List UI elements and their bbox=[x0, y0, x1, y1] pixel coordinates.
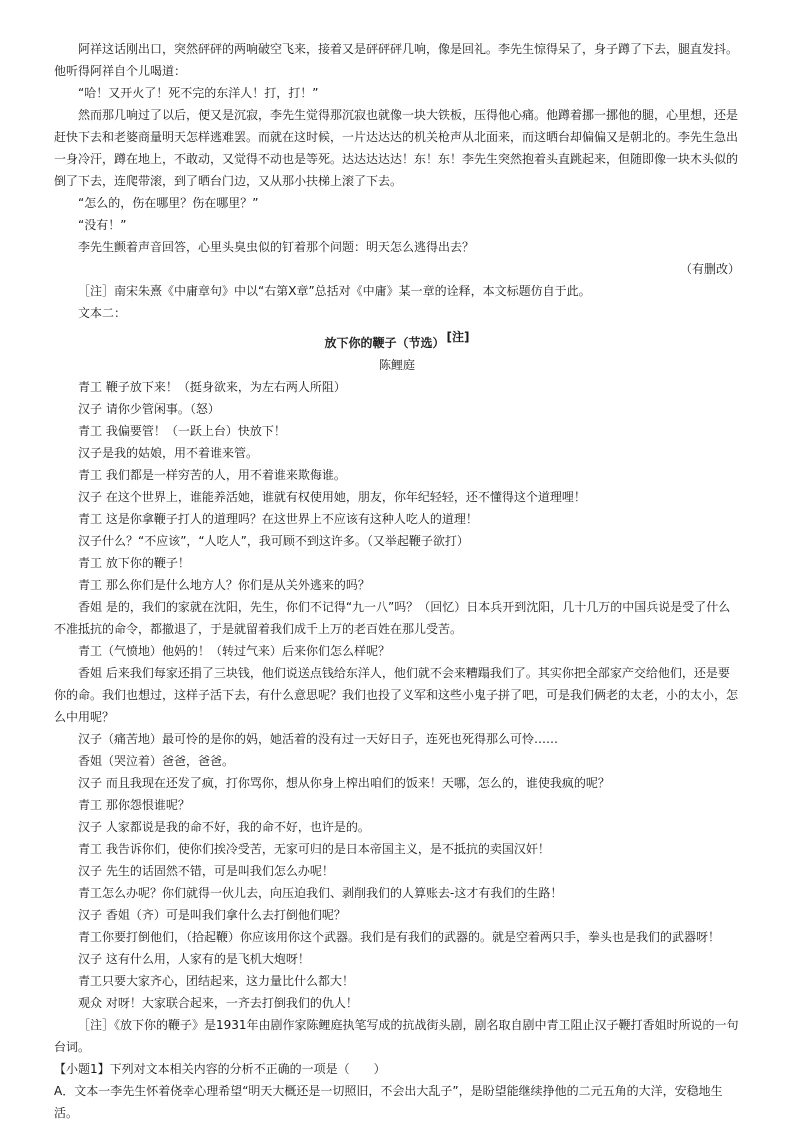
script-line: 青工（气愤地）他妈的！（转过气来）后来你们怎么样呢？ bbox=[78, 644, 391, 658]
script-line: 汉子（痛苦地）最可怜的是你的妈，她活着的没有过一天好日子，连死也死得那么可怜…… bbox=[78, 732, 559, 746]
script-line: 青工只要大家齐心，团结起来，这力量比什么都大！ bbox=[78, 974, 355, 988]
question-option-a: A．文本一李先生怀着侥幸心理希望“明天大概还是一切照旧，不会出大乱子”，是盼望能继续挣他的二元五角的大洋，安稳地生活。 bbox=[54, 1084, 723, 1120]
script-line: 汉子 香姐（齐）可是叫我们拿什么去打倒他们呢？ bbox=[78, 908, 346, 922]
script-line: 汉子是我的姑娘，用不着谁来管。 bbox=[78, 446, 259, 460]
text2-author: 陈鲤庭 bbox=[378, 358, 415, 372]
script-line: 青工 那么你们是什么地方人？你们是从关外逃来的吗？ bbox=[78, 578, 370, 592]
edited-mark: （有删改） bbox=[679, 262, 740, 276]
text1-paragraph-4: “怎么的，伤在哪里？伤在哪里？” bbox=[78, 196, 259, 210]
text2-title-note: [注] bbox=[446, 330, 470, 344]
script-line: 青工你要打倒他们，（拾起鞭）你应该用你这个武器。我们是有我们的武器的。就是空着两只手，拳头也是我们的武器呀！ bbox=[78, 930, 721, 944]
script-line: 汉子什么？“不应该”，“人吃人”，我可顾不到这许多。（又举起鞭子欲打） bbox=[78, 534, 469, 548]
text1-paragraph-3: 然而那几响过了以后，便又是沉寂，李先生觉得那沉寂也就像一块大铁板，压得他心痛。他蹲着挪一挪他的腿，心里想，还是赶快下去和老婆商量明天怎样逃难罢。而就在这时候，一片达达达的机关枪声从北面来，而这晒台却偏偏又是朝北的。李先生急出一身冷汗，蹲在地上，不敢动，又觉得不动也是等死。达达达达达！东！东！李先生突然抱着头直跳起来，但随即像一块木头似的倒了下去，连爬带滚，到了晒台门边，又从那小扶梯上滚了下去。 bbox=[54, 108, 739, 188]
script-line: 汉子 人家都说是我的命不好，我的命不好，也许是的。 bbox=[78, 820, 370, 834]
text2-title-line bbox=[54, 326, 740, 354]
script-line: 汉子 而且我现在还发了疯，打你骂你，想从你身上榨出咱们的饭来！天哪，怎么的，谁使我疯的呢？ bbox=[78, 776, 610, 790]
text1-paragraph-6: 李先生颤着声音回答，心里头臭虫似的钉着那个问题：明天怎么逃得出去？ bbox=[78, 240, 475, 254]
script-line: 香姐（哭泣着）爸爸，爸爸。 bbox=[78, 754, 235, 768]
script-line: 青工 我告诉你们，使你们挨冷受苦，无家可归的是日本帝国主义，是不抵抗的卖国汉奸！ bbox=[78, 842, 550, 856]
script-line: 香姐 是的，我们的家就在沈阳，先生，你们不记得“九一八”吗？（回忆）日本兵开到沈阳，几十几万的中国兵说是受了什么不准抵抗的命令，都撤退了，于是就留着我们成千上万的老百姓在那儿受苦。 bbox=[54, 600, 731, 636]
script-line: 青工 那你怨恨谁呢？ bbox=[78, 798, 190, 812]
script-line: 汉子 这有什么用，人家有的是飞机大炮呀！ bbox=[78, 952, 310, 966]
text1-paragraph-2: “哈！又开火了！死不完的东洋人！打，打！” bbox=[78, 86, 319, 100]
script-line: 汉子 请你少管闲事。（怒） bbox=[78, 402, 220, 416]
script-line: 汉子 先生的话固然不错，可是叫我们怎么办呢！ bbox=[78, 864, 334, 878]
script-line: 青工 这是你拿鞭子打人的道理吗？在这世界上不应该有这种人吃人的道理！ bbox=[78, 512, 478, 526]
script-line: 香姐 后来我们每家还捐了三块钱，他们说送点钱给东洋人，他们就不会来糟蹋我们了。其实你把全部家产交给他们，还是要你的命。我们也想过，这样子活下去，有什么意思呢？我们也投了义军和这些小鬼子拼了吧，可是我们俩老的太老，小的太小，怎么中用呢？ bbox=[54, 666, 739, 724]
script-line: 青工 鞭子放下来！（挺身欲来，为左右两人所阻） bbox=[78, 380, 346, 394]
script-line: 青工 我们都是一样穷苦的人，用不着谁来欺侮谁。 bbox=[78, 468, 346, 482]
script-line: 青工 我偏要管！（一跃上台）快放下！ bbox=[78, 424, 286, 438]
script-line: 观众 对呀！大家联合起来，一齐去打倒我们的仇人！ bbox=[78, 996, 358, 1010]
text1-paragraph-1: 阿祥这话刚出口，突然砰砰的两响破空飞来，接着又是砰砰砰几响，像是回礼。李先生惊得呆了，身子蹲了下去，腿直发抖。他听得阿祥自个儿喝道： bbox=[54, 42, 739, 78]
document-page bbox=[54, 38, 740, 1124]
script-line: 青工 放下你的鞭子！ bbox=[78, 556, 190, 570]
question-stem: 【小题1】下列对文本相关内容的分析不正确的一项是（ ） bbox=[54, 1062, 386, 1076]
text1-paragraph-5: “没有！” bbox=[78, 218, 127, 232]
text2-title: 放下你的鞭子（节选） bbox=[324, 336, 445, 350]
text1-note: ［注］南宋朱熹《中庸章句》中以“右第X章”总括对《中庸》某一章的诠释，本文标题仿自于此。 bbox=[78, 284, 591, 298]
text2-label: 文本二： bbox=[78, 306, 127, 320]
script-line: 汉子 在这个世界上，谁能养活她，谁就有权使用她，朋友，你年纪轻轻，还不懂得这个道理哩！ bbox=[78, 490, 586, 504]
script-line: 青工怎么办呢？你们就得一伙儿去，向压迫我们、剥削我们的人算账去-这才有我们的生路！ bbox=[78, 886, 563, 900]
text2-note: ［注］《放下你的鞭子》是1931年由剧作家陈鲤庭执笔写成的抗战街头剧，剧名取自剧中青工阻止汉子鞭打香姐时所说的一句台词。 bbox=[54, 1018, 739, 1054]
